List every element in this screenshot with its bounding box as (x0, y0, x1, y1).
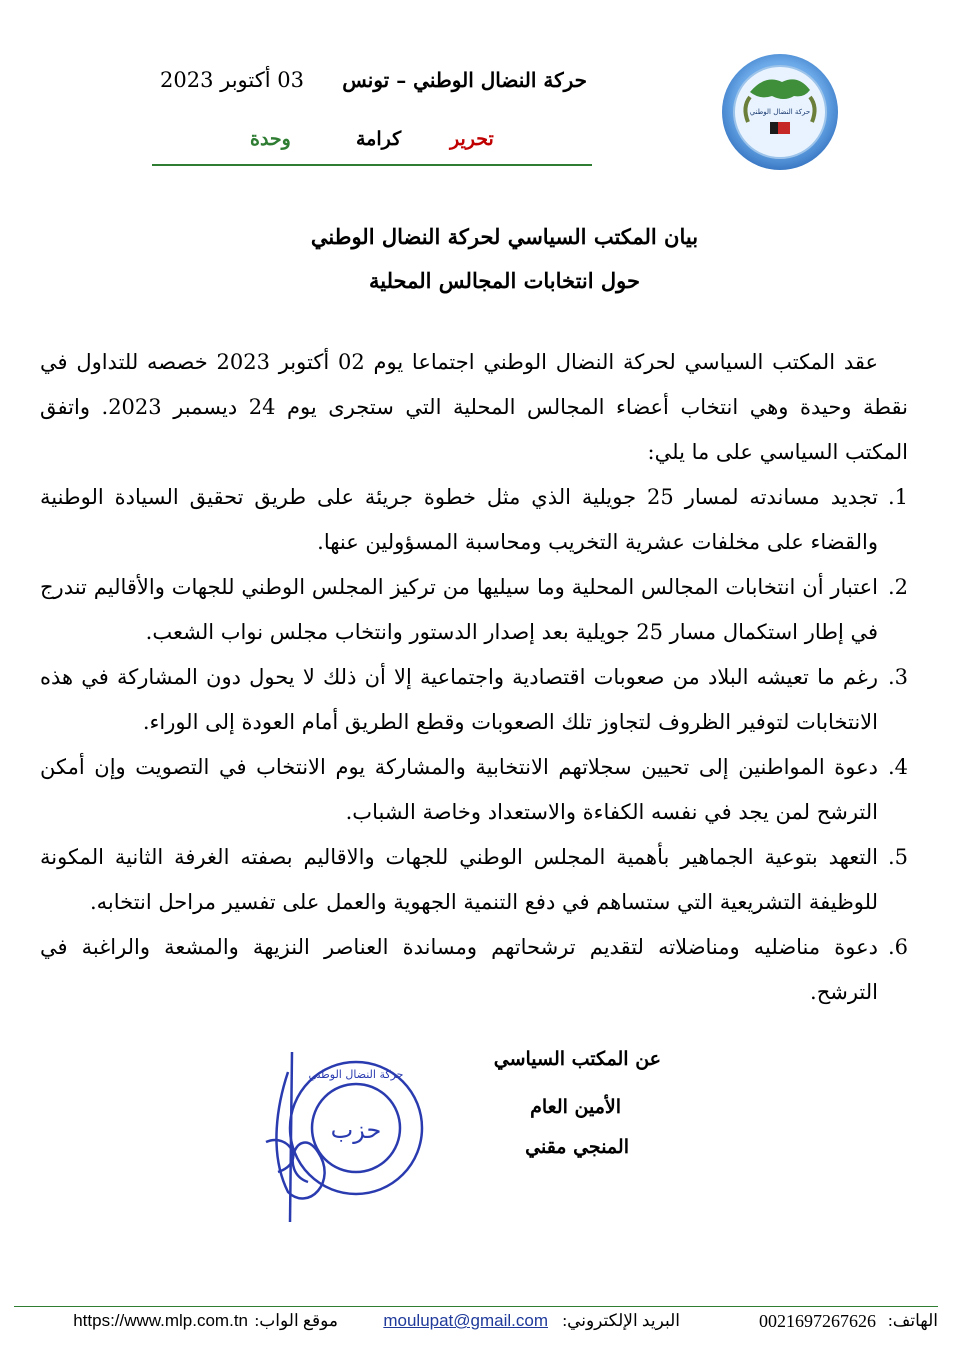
footer-divider (14, 1306, 938, 1307)
list-item (40, 655, 908, 745)
intro-paragraph: عقد المكتب السياسي لحركة النضال الوطني اجتماعا يوم 02 أكتوبر 2023 خصصه للتداول في نقطة وحيدة وهي انتخاب أعضاء المجالس المحلية التي ستجرى يوم 24 ديسمبر 2023. واتفق المكتب السياسي على ما يلي: (40, 350, 908, 464)
footer (14, 1311, 938, 1335)
item-text: تجديد مساندته لمسار 25 جويلية الذي مثل خطوة جريئة على طريق تحقيق السيادة الوطنية والقضاء على مخلفات عشرية التخريب ومحاسبة المسؤولين عنها. (40, 485, 878, 554)
list-item (40, 475, 908, 565)
email-link[interactable]: moulupat@gmail.com (383, 1311, 548, 1330)
list-item (40, 565, 908, 655)
item-number: 2. (887, 575, 908, 599)
item-number: 5. (887, 845, 908, 869)
party-logo (720, 52, 840, 172)
signature-role: الأمين العام (530, 1096, 621, 1118)
statement-title: بيان المكتب السياسي لحركة النضال الوطني (310, 224, 699, 249)
item-number: 1. (887, 485, 908, 509)
list-item (40, 745, 908, 835)
item-text: دعوة المواطنين إلى تحيين سجلاتهم الانتخابية والمشاركة يوم الانتخاب في التصويت وإن أمكن الترشح لمن يجد في نفسه الكفاءة والاستعداد وخاصة الشباب. (40, 755, 878, 824)
item-text: اعتبار أن انتخابات المجالس المحلية وما سيليها من تركيز المجلس الوطني للجهات والأقاليم تندرج في إطار استكمال مسار 25 جويلية بعد إصدار الدستور وانتخاب مجلس نواب الشعب. (40, 575, 878, 644)
logo-caption: حركة النضال الوطني (749, 108, 811, 116)
statement-subtitle: حول انتخابات المجالس المحلية (369, 268, 640, 293)
list-item (40, 925, 908, 1015)
motto-karama: كرامة (356, 128, 402, 150)
item-text: التعهد بتوعية الجماهير بأهمية المجلس الوطني للجهات والاقاليم بصفته الغرفة الثانية المكونة للوظيفة التشريعية التي ستساهم في دفع التنمية الجهوية والعمل على تفسير مراحل انتخابه. (40, 845, 878, 914)
website-link[interactable]: https://www.mlp.com.tn (73, 1311, 248, 1330)
email-label: البريد الإلكتروني: (562, 1311, 680, 1330)
motto-tahrir: تحرير (450, 128, 494, 150)
signature-from: عن المكتب السياسي (493, 1048, 661, 1070)
phone-label: الهاتف: (888, 1311, 938, 1330)
organization-name: حركة النضال الوطني – تونس (342, 68, 587, 92)
stamp-center-text: حزب (330, 1116, 382, 1144)
motto-wahda: وحدة (250, 128, 291, 150)
item-number: 4. (887, 755, 908, 779)
statement-body (40, 340, 908, 1015)
item-number: 3. (887, 665, 908, 689)
resolutions-list (40, 475, 908, 1015)
party-stamp (248, 1032, 444, 1222)
list-item (40, 835, 908, 925)
header-divider (152, 164, 592, 166)
item-number: 6. (887, 935, 908, 959)
stamp-ring-text: حركة النضال الوطني (308, 1068, 404, 1081)
phone-number: 0021697267626 (759, 1311, 876, 1331)
signature-name: المنجي مقني (525, 1136, 629, 1158)
document-date: 03 أكتوبر 2023 (160, 68, 304, 92)
website-label: موقع الواب: (254, 1311, 338, 1330)
item-text: رغم ما تعيشه البلاد من صعوبات اقتصادية واجتماعية إلا أن ذلك لا يحول دون المشاركة في هذه الانتخابات لتوفير الظروف لتجاوز تلك الصعوبات وقطع الطريق أمام العودة إلى الوراء. (40, 665, 878, 734)
item-text: دعوة مناضليه ومناضلاته لتقديم ترشحاتهم ومساندة العناصر النزيهة والمشعة والراغبة في الترشح. (40, 935, 878, 1004)
